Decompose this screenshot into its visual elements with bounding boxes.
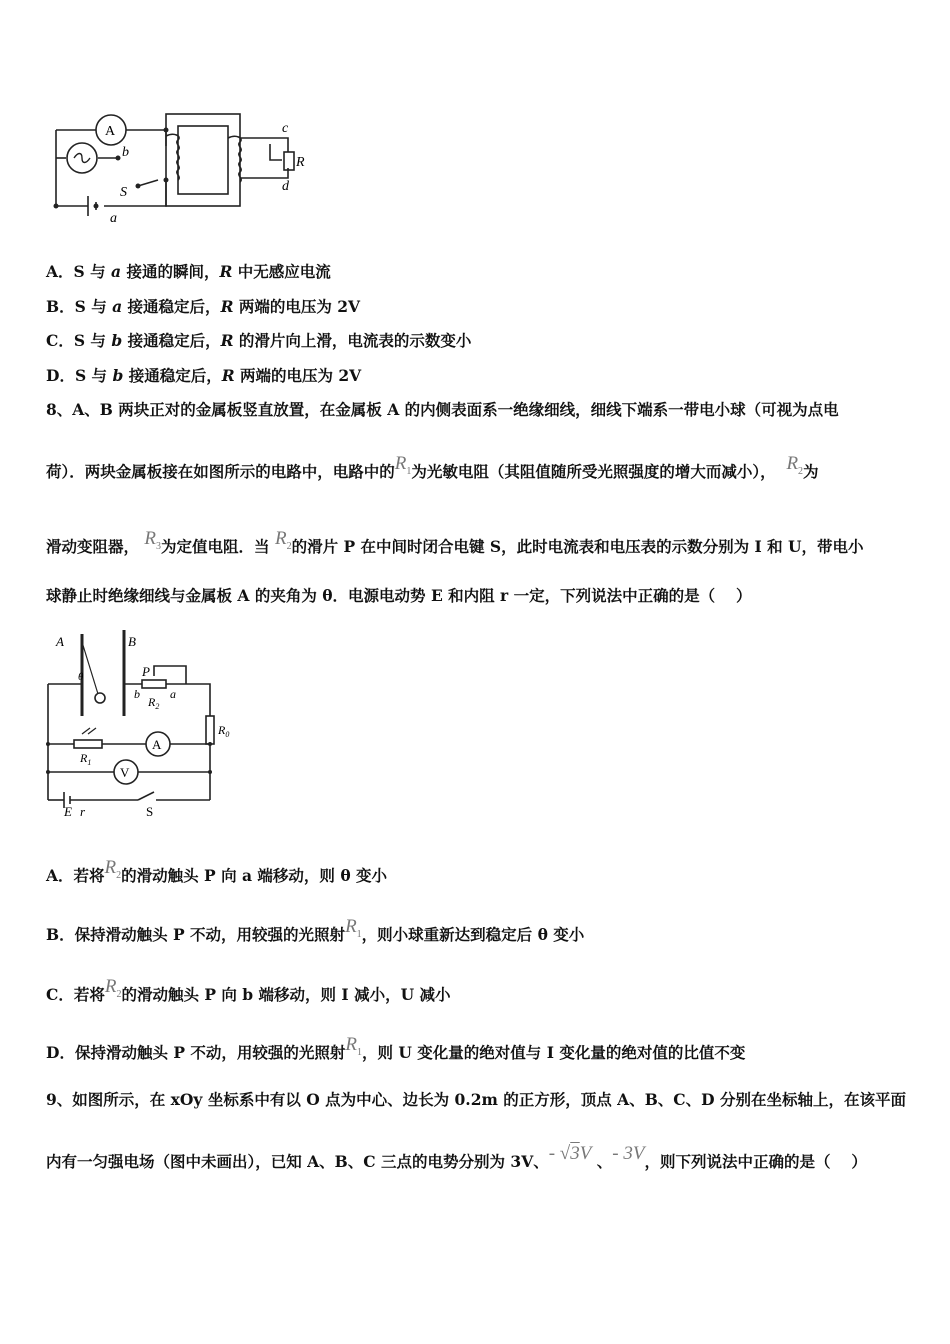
- label-d: d: [282, 179, 289, 194]
- label-r1: $R_1$: [80, 751, 92, 767]
- math-r3: $R_3$: [144, 528, 162, 552]
- q8-option-a[interactable]: A．若将$R_2$的滑动触头 P 向 a 端移动，则 θ 变小: [46, 857, 388, 885]
- label-r: r: [80, 804, 86, 818]
- math-r2: $R_2$: [274, 528, 292, 552]
- label-p: P: [142, 664, 150, 679]
- q8-option-d[interactable]: D．保持滑动触头 P 不动，用较强的光照射$R_1$，则 U 变化量的绝对值与 I 变化量的绝对值的比值不变: [46, 1034, 746, 1062]
- label-a: a: [170, 687, 176, 701]
- plate-b-label: B: [128, 634, 136, 649]
- q8-option-b[interactable]: B．保持滑动触头 P 不动，用较强的光照射$R_1$，则小球重新达到稳定后 θ 变小: [46, 916, 585, 944]
- label-r: R: [296, 155, 305, 170]
- math-r2: $R_2$: [786, 453, 804, 477]
- label-e: E: [64, 804, 72, 818]
- label-a: a: [110, 211, 117, 226]
- q9-stem-line1: 9、如图所示，在 xOy 坐标系中有以 O 点为中心、边长为 0.2m 的正方形，顶点 A、B、C、D 分别在坐标轴上，在该平面: [46, 1090, 906, 1109]
- q7-option-a[interactable]: A．S 与 a 接通的瞬间，R 中无感应电流: [46, 262, 331, 281]
- voltmeter-label: V: [120, 765, 130, 780]
- charged-ball: [95, 693, 105, 703]
- q7-option-c[interactable]: C．S 与 b 接通稳定后，R 的滑片向上滑，电流表的示数变小: [46, 331, 472, 350]
- q8-stem-line3: 滑动变阻器， $R_3$为定值电阻．当 $R_2$的滑片 P 在中间时闭合电键 S，此时电流表和电压表的示数分别为 I 和 U，带电小: [46, 528, 864, 556]
- plate-a-label: A: [56, 634, 64, 649]
- label-r0: $R_0$: [218, 723, 230, 739]
- capacitor-circuit-diagram: [42, 622, 242, 818]
- ammeter-label: A: [105, 124, 116, 139]
- label-r2: $R_2$: [148, 695, 160, 711]
- q8-stem-line1: 8、A、B 两块正对的金属板竖直放置，在金属板 A 的内侧表面系一绝缘细线，细线下端系一带电小球（可视为点电: [46, 400, 839, 419]
- math-neg-3v: - 3V: [612, 1143, 645, 1164]
- math-r1: $R_1$: [345, 916, 362, 940]
- label-b: b: [122, 145, 129, 160]
- math-r1: $R_1$: [345, 1034, 362, 1058]
- q7-option-d[interactable]: D．S 与 b 接通稳定后，R 两端的电压为 2V: [46, 366, 362, 385]
- label-s: S: [146, 804, 154, 818]
- label-b: b: [134, 687, 140, 701]
- math-r2: $R_2$: [104, 857, 122, 881]
- q8-stem-line4: 球静止时绝缘细线与金属板 A 的夹角为 θ．电源电动势 E 和内阻 r 一定，下列说法中正确的是（ ）: [46, 586, 752, 605]
- math-r2: $R_2$: [104, 976, 122, 1000]
- q8-stem-line2: 荷）．两块金属板接在如图所示的电路中，电路中的$R_1$为光敏电阻（其阻值随所受光照强度的增大而减小）， $R_2$为: [46, 453, 819, 481]
- q8-option-c[interactable]: C．若将$R_2$的滑动触头 P 向 b 端移动，则 I 减小，U 减小: [46, 976, 451, 1004]
- math-r1: $R_1$: [394, 453, 412, 477]
- math-neg-sqrt3-v: - √3V: [548, 1143, 592, 1164]
- label-s: S: [120, 185, 127, 200]
- label-c: c: [282, 121, 289, 136]
- theta-label: θ: [78, 671, 84, 683]
- transformer-circuit-diagram: [48, 108, 318, 228]
- q7-option-b[interactable]: B．S 与 a 接通稳定后，R 两端的电压为 2V: [46, 297, 361, 316]
- q9-stem-line2: 内有一匀强电场（图中未画出），已知 A、B、C 三点的电势分别为 3V、- √3V 、- 3V，则下列说法中正确的是（ ）: [46, 1143, 867, 1171]
- ammeter-label: A: [152, 737, 162, 752]
